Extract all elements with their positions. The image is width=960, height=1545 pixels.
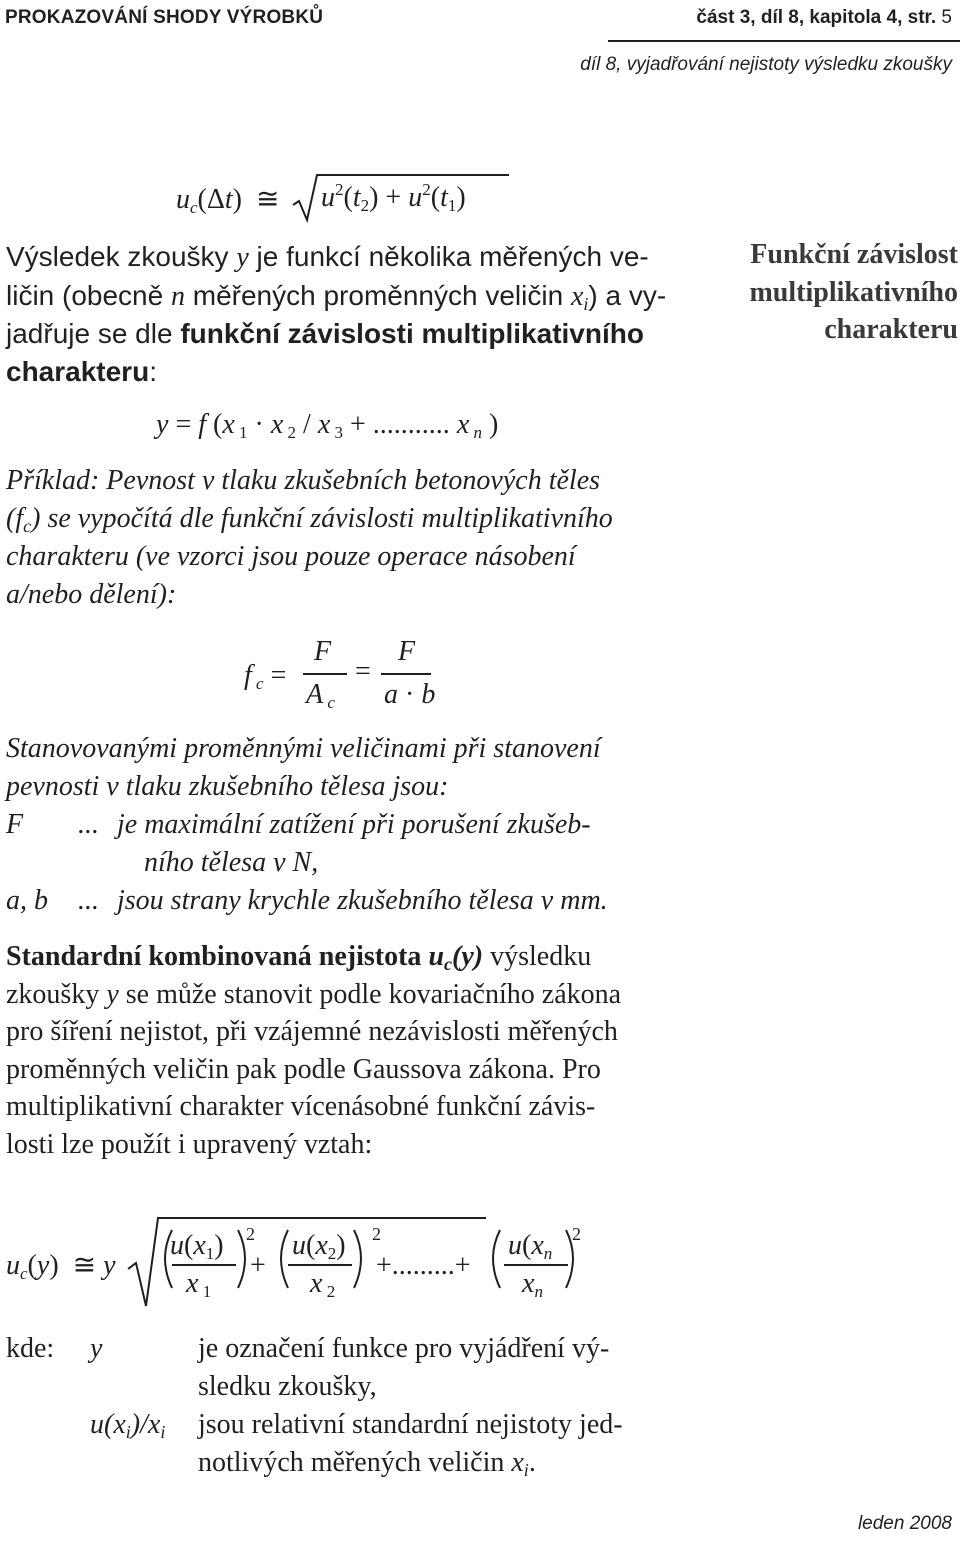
page-number: 5 — [941, 7, 952, 28]
margin-note: Funkční závislost multiplikativního charakteru — [749, 239, 958, 345]
paragraph-function-definition: Výsledek zkoušky y je funkcí několika měřených ve- ličin (obecně n měřených proměnných veličin $x_i$) a vy- jadřuje se dle funkční závislosti multiplikativního charakteru: — [6, 241, 667, 387]
fraction-1-bar — [303, 673, 347, 675]
formula-gauss-lhs: $u_c(y)$ ≅ y — [6, 1250, 116, 1283]
plus-dots: +.........+ — [376, 1250, 471, 1281]
fraction-2-bar — [381, 673, 431, 675]
running-header-title: PROKAZOVÁNÍ SHODY VÝROBKŮ — [5, 7, 324, 28]
where-symbol-relative: $u(x_i)/x_i$ — [90, 1409, 166, 1442]
variable-ab-symbol: a, b — [6, 885, 48, 916]
term-2-numerator: $u(x_2)$ — [292, 1230, 346, 1263]
fraction-2-denominator: a · b — [384, 679, 436, 710]
paragraph-example: Příklad: Pevnost v tlaku zkušebních betonových těles $(f_c)$ se vypočítá dle funkční závislosti multiplikativního charakteru (ve vzorci jsou pouze operace násobení a/nebo dělení): — [6, 465, 613, 610]
where-label: kde: — [6, 1333, 55, 1364]
term-n-exponent: 2 — [572, 1224, 581, 1244]
where-desc-relative: jsou relativní standardní nejistoty jed- notlivých měřených veličin $x_i$. — [198, 1409, 623, 1480]
running-header-section — [696, 7, 952, 29]
variable-ab-dots: ... — [78, 885, 99, 916]
formula-uc-delta-t: $u_c(\Delta t)$ ≅ — [176, 184, 280, 217]
variables-intro: Stanovovanými proměnnými veličinami při stanovení pevnosti v tlaku zkušebního tělesa jsou: — [6, 733, 601, 802]
variable-F-description: je maximální zatížení při porušení zkušeb- ního tělesa v N, — [117, 809, 591, 878]
term-n-numerator: $u(x_n$ — [508, 1230, 553, 1263]
fraction-2-numerator: F — [398, 636, 416, 667]
where-symbol-y: y — [90, 1333, 103, 1364]
variable-F-dots: ... — [78, 809, 99, 840]
where-desc-y: je označení funkce pro vyjádření vý- sledku zkoušky, — [198, 1333, 610, 1402]
formula-fc-lhs: f $_c$ = — [244, 660, 287, 693]
term-2-bar — [288, 1264, 352, 1266]
fraction-1-denominator: A $_c$ — [306, 679, 335, 712]
footer-date: leden 2008 — [857, 1513, 952, 1534]
variable-ab-description: jsou strany krychle zkušebního tělesa v mm. — [117, 885, 608, 916]
running-header-subtitle: díl 8, vyjadřování nejistoty výsledku zkoušky — [580, 54, 952, 75]
term-2-denominator: x $_2$ — [310, 1268, 336, 1301]
term-n-bar — [504, 1264, 568, 1266]
term-2-exponent: 2 — [372, 1224, 381, 1244]
formula-uc-delta-t-radicand: $u^2(t_2) + u^2(t_1)$ — [321, 180, 466, 215]
term-1-bar — [172, 1264, 236, 1266]
header-rule — [608, 40, 960, 42]
term-n-denominator: $x_n$ — [522, 1268, 543, 1301]
paragraph-combined-uncertainty: Standardní kombinovaná nejistota $u_c(y)$ výsledku zkoušky y se může stanovit podle kovariačního zákona pro šíření nejistot, při vzájemné nezávislosti měřených proměnných veličin pak podle Gaussova zákona. Pro multiplikativní charakter vícenásobné funkční závis- losti lze použít i upravený vztah: — [6, 941, 622, 1160]
term-1-denominator: x $_1$ — [186, 1268, 212, 1301]
plus-1: + — [250, 1250, 266, 1281]
fraction-1-numerator: F — [314, 636, 332, 667]
term-1-exponent: 2 — [246, 1224, 255, 1244]
section-ref: část 3, díl 8, kapitola 4, str. — [696, 7, 937, 28]
variable-F-symbol: F — [6, 809, 24, 840]
equals-sign: = — [355, 656, 371, 687]
formula-multiplicative-function: y = f (x $_1$ · x $_2$ / x $_3$ + ........... x $_n$ ) — [156, 409, 499, 442]
term-1-numerator: $u(x_1)$ — [170, 1230, 224, 1263]
